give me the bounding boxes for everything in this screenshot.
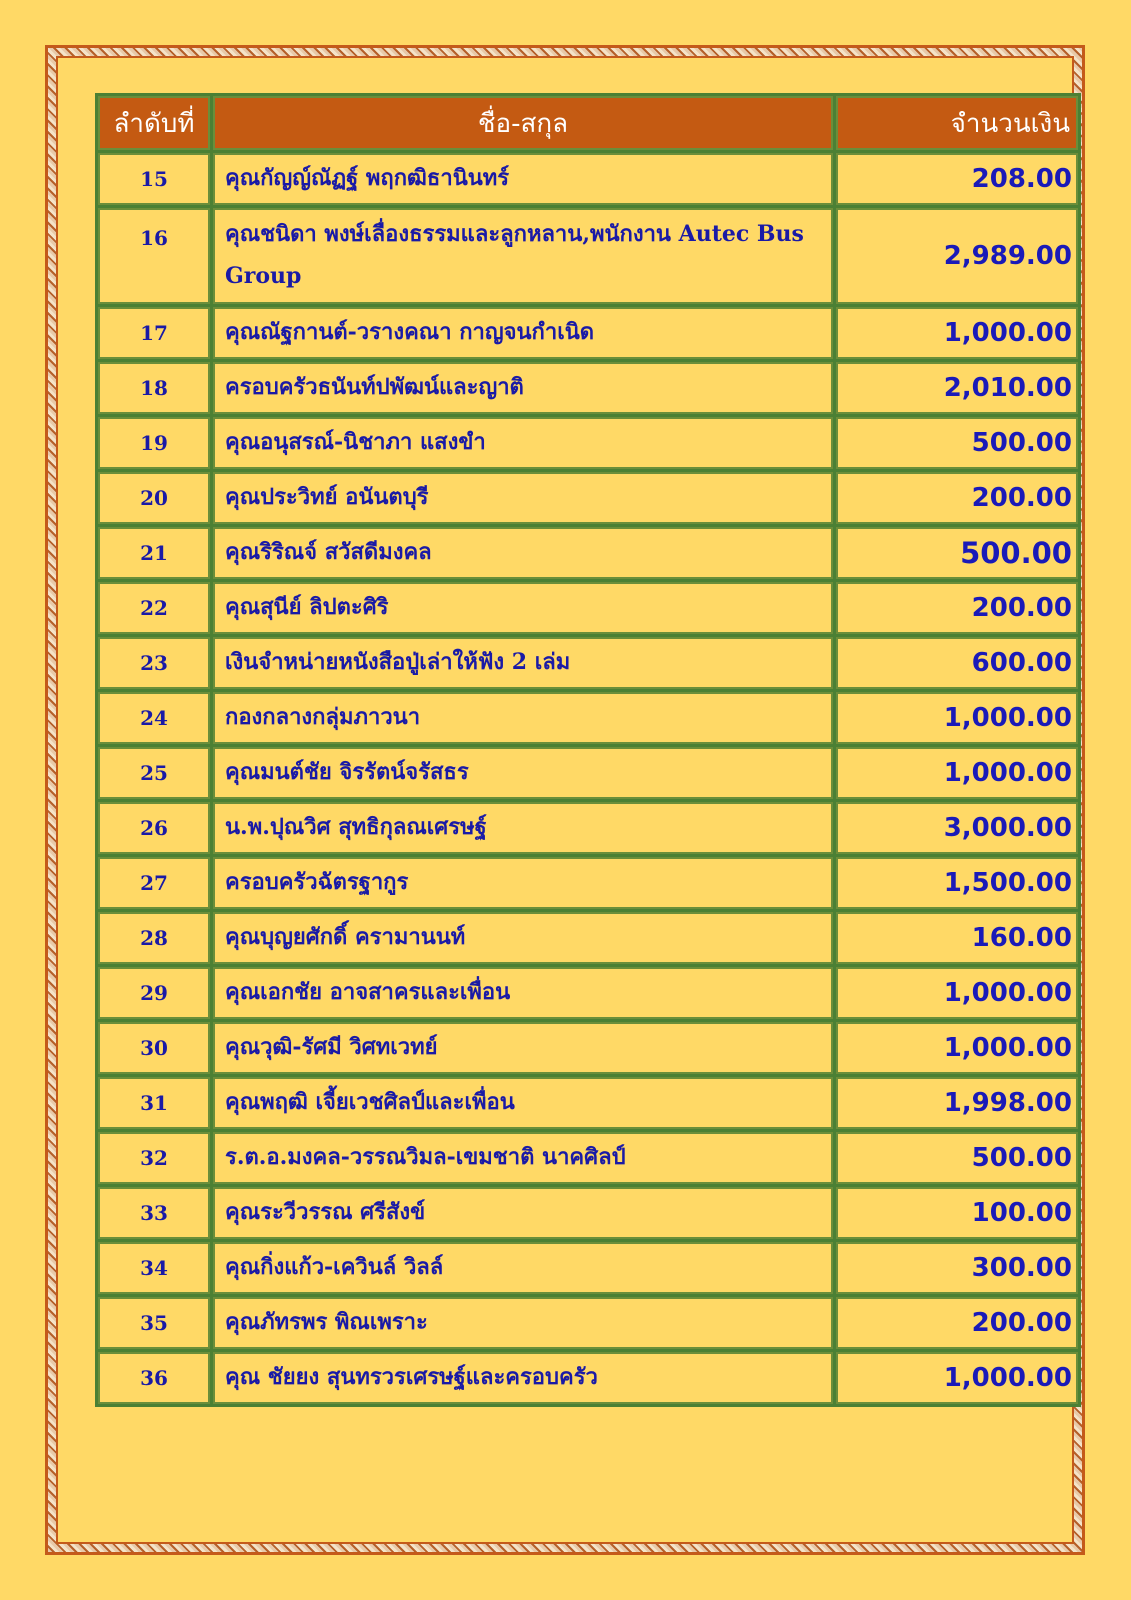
- row-number: 28: [98, 912, 210, 964]
- row-number: 15: [98, 153, 210, 205]
- donation-amount: 1,000.00: [836, 1022, 1078, 1074]
- donation-amount: 160.00: [836, 912, 1078, 964]
- table-row: [98, 307, 1078, 359]
- donor-name: คุณ ชัยยง สุนทรวรเศรษฐ์และครอบครัว: [213, 1352, 833, 1404]
- table-body: [98, 153, 1078, 1404]
- donor-name: ครอบครัวฉัตรฐากูร: [213, 857, 833, 909]
- donation-amount: 3,000.00: [836, 802, 1078, 854]
- donor-table: [95, 93, 1081, 1407]
- donation-amount: 500.00: [836, 417, 1078, 469]
- donor-name: คุณวุฒิ-รัศมี วิศทเวทย์: [213, 1022, 833, 1074]
- donation-amount: 500.00: [836, 1132, 1078, 1184]
- donor-name: คุณกิ่งแก้ว-เควินล์ วิลล์: [213, 1242, 833, 1294]
- row-number: 19: [98, 417, 210, 469]
- donation-amount: 1,000.00: [836, 1352, 1078, 1404]
- donation-amount: 200.00: [836, 1297, 1078, 1349]
- table-row: [98, 582, 1078, 634]
- row-number: 18: [98, 362, 210, 414]
- header-name: ชื่อ-สกุล: [213, 96, 833, 150]
- donor-name: คุณมนต์ชัย จิรรัตน์จรัสธร: [213, 747, 833, 799]
- donor-name: ครอบครัวธนันท์ปพัฒน์และญาติ: [213, 362, 833, 414]
- row-number: 26: [98, 802, 210, 854]
- table-row: [98, 637, 1078, 689]
- donor-name: คุณชนิดา พงษ์เลื่องธรรมและลูกหลาน,พนักงาน Autec Bus Group: [213, 208, 833, 304]
- table-row: [98, 527, 1078, 579]
- table-row: [98, 472, 1078, 524]
- donor-name: ร.ต.อ.มงคล-วรรณวิมล-เขมชาติ นาคศิลป์: [213, 1132, 833, 1184]
- table-row: [98, 802, 1078, 854]
- row-number: 21: [98, 527, 210, 579]
- row-number: 32: [98, 1132, 210, 1184]
- donation-amount: 1,998.00: [836, 1077, 1078, 1129]
- row-number: 33: [98, 1187, 210, 1239]
- donation-amount: 100.00: [836, 1187, 1078, 1239]
- table-row: [98, 1077, 1078, 1129]
- donor-name: คุณบุญยศักดิ์ ครามานนท์: [213, 912, 833, 964]
- row-number: 20: [98, 472, 210, 524]
- table-row: [98, 747, 1078, 799]
- table-row: [98, 912, 1078, 964]
- row-number: 36: [98, 1352, 210, 1404]
- table-row: [98, 1297, 1078, 1349]
- table-row: [98, 1242, 1078, 1294]
- table-header-row: [98, 96, 1078, 150]
- donation-amount: 1,000.00: [836, 747, 1078, 799]
- table-row: [98, 692, 1078, 744]
- table-row: [98, 1187, 1078, 1239]
- table-row: [98, 153, 1078, 205]
- donor-name: คุณสุนีย์ ลิปตะศิริ: [213, 582, 833, 634]
- donation-amount: 1,000.00: [836, 967, 1078, 1019]
- table-row: [98, 417, 1078, 469]
- donor-name: คุณณัฐกานต์-วรางคณา กาญจนกำเนิด: [213, 307, 833, 359]
- donor-name: คุณพฤฒิ เจี้ยเวชศิลป์และเพื่อน: [213, 1077, 833, 1129]
- donation-amount: 200.00: [836, 472, 1078, 524]
- header-number: ลำดับที่: [98, 96, 210, 150]
- donation-amount: 2,989.00: [836, 208, 1078, 304]
- donation-amount: 208.00: [836, 153, 1078, 205]
- donor-name: เงินจำหน่ายหนังสือปู่เล่าให้ฟัง 2 เล่ม: [213, 637, 833, 689]
- donation-amount: 300.00: [836, 1242, 1078, 1294]
- table-row: [98, 857, 1078, 909]
- table-row: [98, 1132, 1078, 1184]
- donation-amount: 600.00: [836, 637, 1078, 689]
- donor-name: น.พ.ปุณวิศ สุทธิกุลณเศรษฐ์: [213, 802, 833, 854]
- row-number: 29: [98, 967, 210, 1019]
- donor-name: คุณภัทรพร พิณเพราะ: [213, 1297, 833, 1349]
- table-row: [98, 967, 1078, 1019]
- row-number: 23: [98, 637, 210, 689]
- table-row: [98, 1352, 1078, 1404]
- donor-name: คุณระวีวรรณ ศรีสังข์: [213, 1187, 833, 1239]
- donor-name: คุณประวิทย์ อนันตบุรี: [213, 472, 833, 524]
- row-number: 31: [98, 1077, 210, 1129]
- row-number: 16: [98, 208, 210, 304]
- donor-name: คุณกัญญ์ณัฏฐ์ พฤกฒิธานินทร์: [213, 153, 833, 205]
- row-number: 27: [98, 857, 210, 909]
- row-number: 24: [98, 692, 210, 744]
- table-row: [98, 362, 1078, 414]
- donation-amount: 1,000.00: [836, 307, 1078, 359]
- row-number: 30: [98, 1022, 210, 1074]
- donor-name: คุณริริณจ์ สวัสดีมงคล: [213, 527, 833, 579]
- donor-name: คุณอนุสรณ์-นิชาภา แสงขำ: [213, 417, 833, 469]
- header-amount: จำนวนเงิน: [836, 96, 1078, 150]
- donor-name: คุณเอกชัย อาจสาครและเพื่อน: [213, 967, 833, 1019]
- row-number: 35: [98, 1297, 210, 1349]
- row-number: 34: [98, 1242, 210, 1294]
- row-number: 22: [98, 582, 210, 634]
- donation-amount: 1,000.00: [836, 692, 1078, 744]
- donation-amount: 200.00: [836, 582, 1078, 634]
- donation-amount: 2,010.00: [836, 362, 1078, 414]
- row-number: 17: [98, 307, 210, 359]
- row-number: 25: [98, 747, 210, 799]
- table-row: [98, 1022, 1078, 1074]
- table-row: [98, 208, 1078, 304]
- donation-amount: 1,500.00: [836, 857, 1078, 909]
- donation-amount: 500.00: [836, 527, 1078, 579]
- donor-name: กองกลางกลุ่มภาวนา: [213, 692, 833, 744]
